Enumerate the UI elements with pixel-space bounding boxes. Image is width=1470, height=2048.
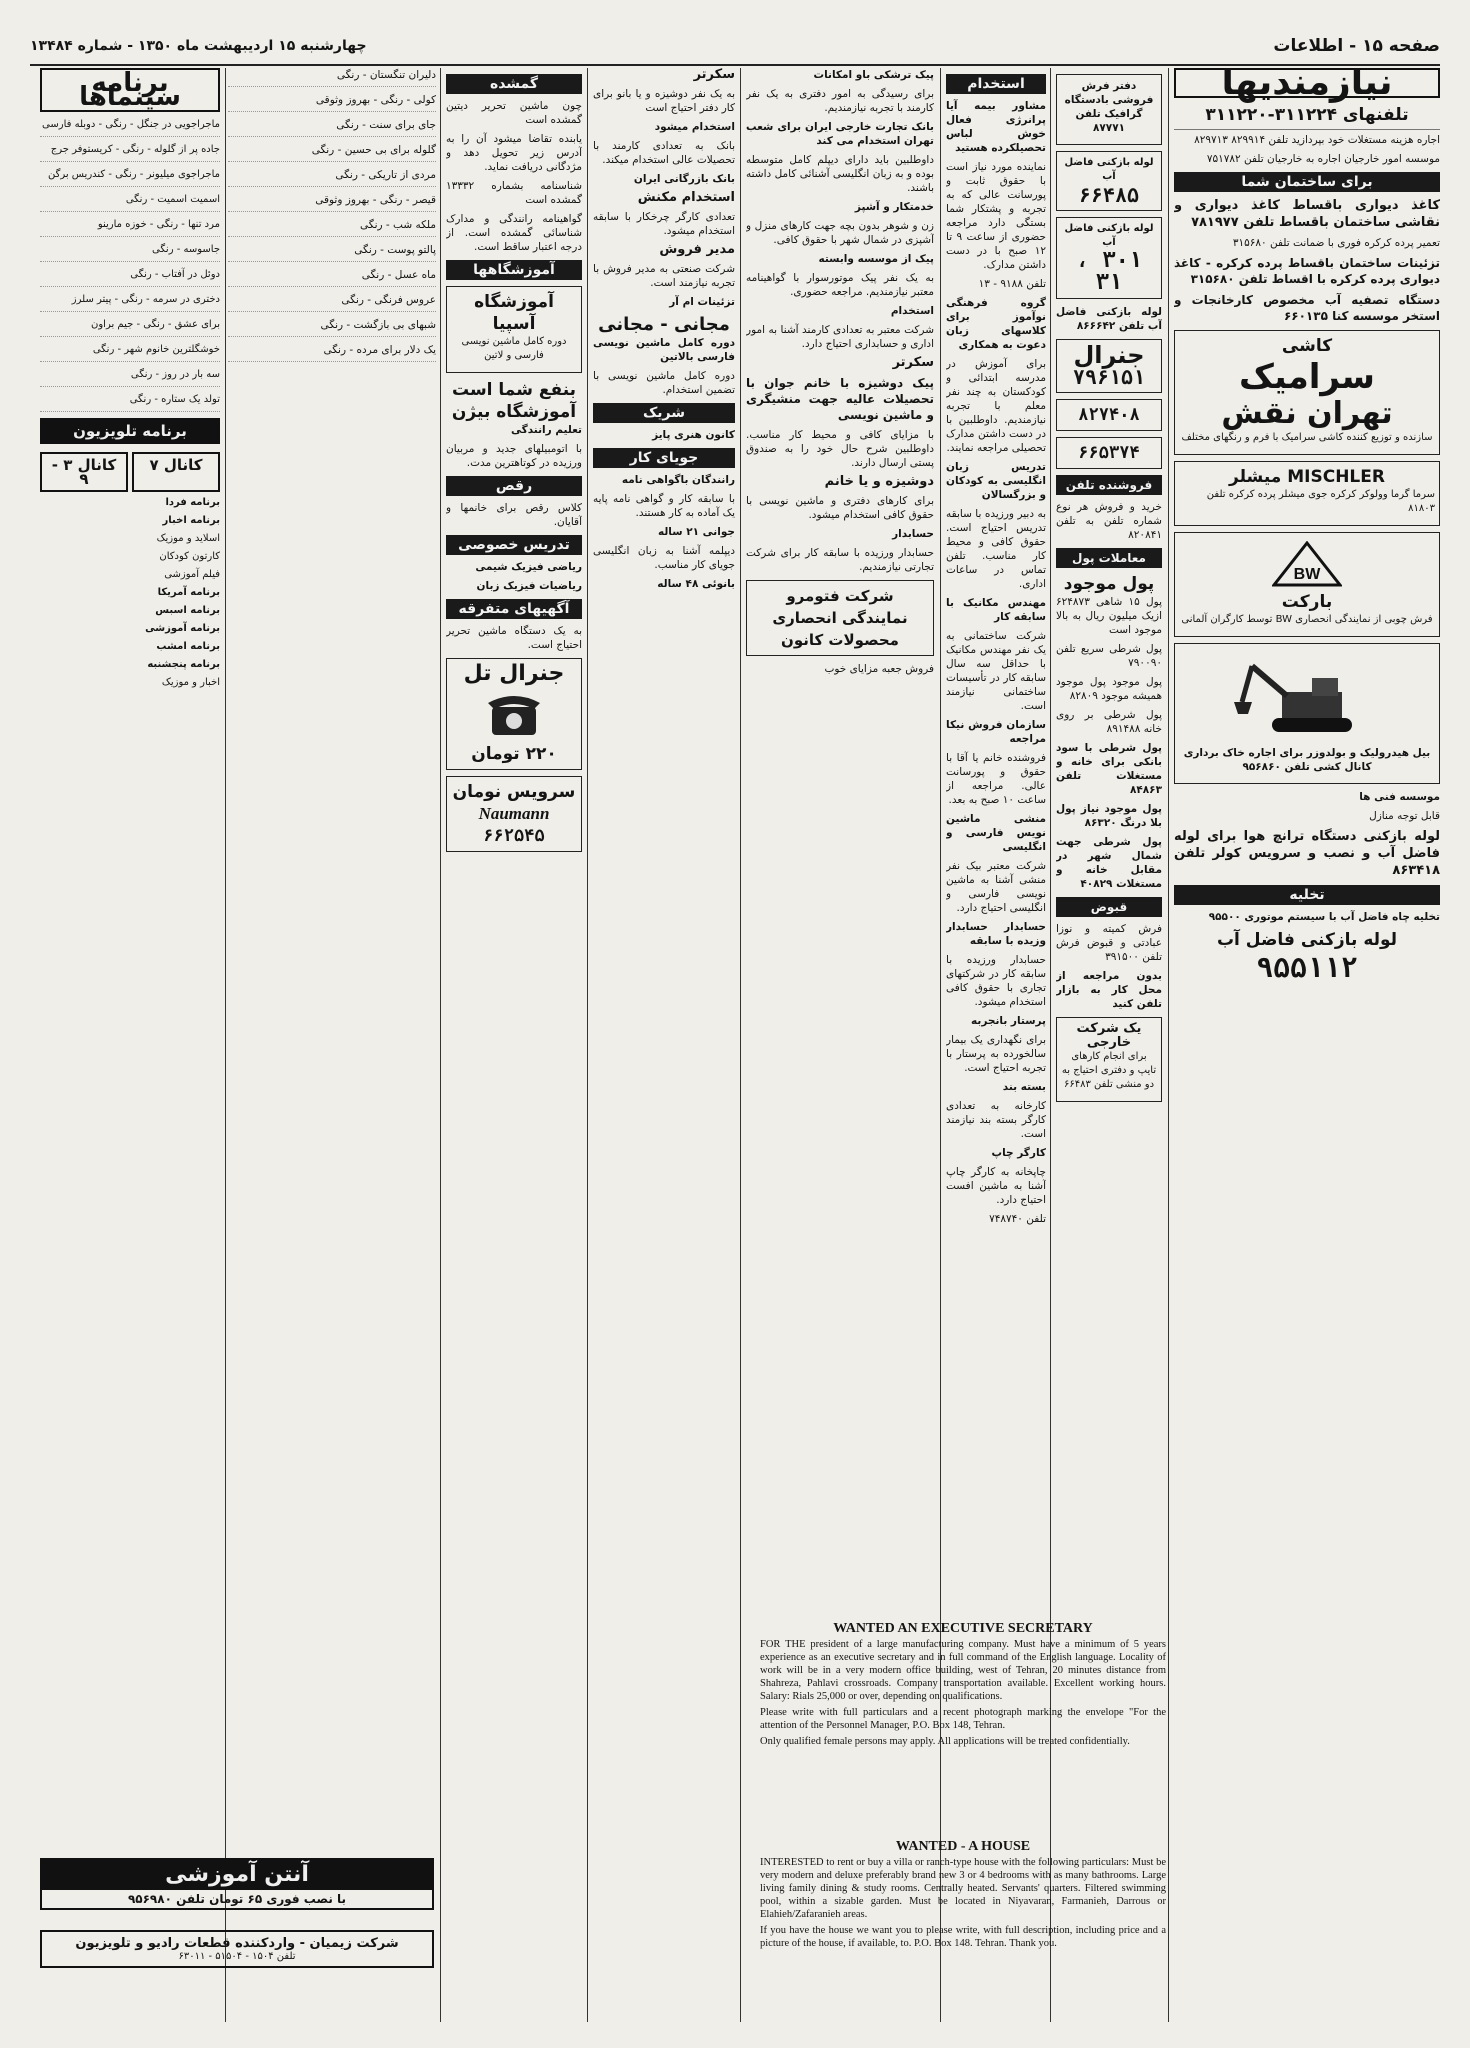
ad-heading: آموزشگاه آسپیا xyxy=(474,292,554,334)
ceramic-ad xyxy=(1174,330,1440,455)
page-number: صفحه ۱۵ - اطلاعات xyxy=(1273,36,1440,56)
column-cinema xyxy=(40,68,220,1848)
ad-heading: شرکت زیمیان - واردکننده قطعات رادیو و تلویزیون xyxy=(75,1936,399,1951)
ad-text: If you have the house we want you to please write, with full description, including price and a picture of the house, if available, to. P.O. Box 148. Tehran. Thank you. xyxy=(760,1925,1166,1949)
general-tel-ad xyxy=(446,658,582,770)
cinema-item: قیصر - رنگی - بهروز وثوقی xyxy=(228,193,436,212)
ad-text: تخلیه چاه فاضل آب با سیستم موتوری ۹۵۵۰۰ xyxy=(1208,911,1440,923)
ad-text: تلفن ۹۱۸۸ - ۱۳ xyxy=(978,278,1046,290)
ad-text: پول ۱۵ شاهی ۶۲۴۸۷۳ ازیک میلیون ریال به بالا موجود است xyxy=(1056,596,1162,636)
column-employment-2: پیک ترشکی باو امکانات برای رسیدگی به امور دفتری به یک نفر کارمند با تجربه نیازمندیم. بانک تجارت خارجی ایران برای شعب تهران استخدام می کند داوطلبین باید دارای دیپلم کامل متوسطه بوده و به زبان انگلیسی آشنائی کامل داشته باشند. خدمتکار و آشپز زن و شوهر بدون بچه جهت کارهای منزل و آشپزی در شمال شهر با حقوق کافی. پیک از موسسه وابسته به یک نفر پیک موتورسوار با گواهینامه معتبر نیازمندیم. مراجعه حضوری. استخدام شرکت معتبر به تعدادی کارمند آشنا به امور اداری و حسابداری احتیاج دارد. سکرتر پیک دوشیزه با خانم جوان با تحصیلات عالیه جهت منشیگری و ماشین نویسی با مزایای کافی و محیط کار مناسب. داوطلبین شرح حال خود را به صندوق پستی ارسال دارند. دوشیزه و یا خانم برای کارهای دفتری و ماشین نویسی با حقوق کافی استخدام میشود. حسابدار حسابدار ورزیده با سابقه کار برای شرکت تجارتی نیازمندیم. شرکت فتومرو نمایندگی انحصاری محصولات کانون فروش جعبه مزایای خوب xyxy=(746,69,934,675)
ad-text: تزئینات ساختمان باقساط پرده کرکره - کاغذ دیواری پرده کرکره با اقساط تلفن ۳۱۵۶۸۰ xyxy=(1174,256,1440,286)
ad-text: ریاضی فیزیک شیمی xyxy=(475,561,582,573)
ad-text: لوله بازکنی فاضل آب تلفن ۸۶۶۶۴۲ xyxy=(1056,306,1162,332)
cinema-list xyxy=(40,118,220,412)
ad-text: دفتر فرش فروشی بادستگاه گرافیک تلفن ۸۷۷۷۱ xyxy=(1064,80,1154,134)
ad-text: پیک دوشیزه با خانم جوان با تحصیلات عالیه جهت منشیگری و ماشین نویسی xyxy=(746,376,934,422)
ad-text: مهندس مکانیک با سابقه کار xyxy=(946,597,1046,623)
ad-phone: ۷۹۶۱۵۱ xyxy=(1072,365,1146,389)
cinema-item: ماجراجوی میلیونر - رنگی - کندریس برگن xyxy=(40,168,220,187)
cinema-item: دلیران تنگستان - رنگی xyxy=(228,68,436,87)
barkat-ad xyxy=(1174,532,1440,637)
tv-channels xyxy=(40,448,220,496)
tv-list xyxy=(40,496,220,690)
tv-program-item: فیلم آموزشی xyxy=(164,569,220,580)
ad-heading: شرکت فتومرو نمایندگی انحصاری محصولات کانون xyxy=(772,587,908,649)
ad-heading: لوله بازکنی فاضل آب xyxy=(1064,223,1154,248)
ad-text: تعمیر پرده کرکره فوری با ضمانت تلفن ۳۱۵۶۸۰ xyxy=(1232,237,1440,249)
ad-heading: WANTED AN EXECUTIVE SECRETARY xyxy=(833,1621,1093,1636)
tv-program-item: برنامه اسبس xyxy=(155,605,220,616)
ad-text: پیک از موسسه وابسته xyxy=(818,253,934,265)
section-band: تخلیه xyxy=(1174,885,1440,905)
ad-heading: جنرال تل xyxy=(463,661,565,686)
ad-text: موسسه امور خارجیان اجاره به خارجیان تلفن ۷۵۱۷۸۲ xyxy=(1206,153,1440,165)
ad-text: به یک نفر دوشیزه و یا بانو برای کار دفتر احتیاج است xyxy=(593,88,735,114)
ad-text: پول شرطی بر روی خانه ۸۹۱۴۸۸ xyxy=(1056,709,1162,735)
section-band: قبوض xyxy=(1056,897,1162,917)
cinema-item: جای برای سنت - رنگی xyxy=(228,118,436,137)
ad-text: سازمان فروش نیکا مراجعه xyxy=(946,719,1046,745)
tv-program-item: برنامه فردا xyxy=(165,497,220,508)
ad-text: سکرتر xyxy=(892,355,934,370)
ad-text: پول شرطی با سود بانکی برای خانه و مستغلات تلفن ۸۴۸۶۳ xyxy=(1056,742,1162,796)
cinema-item: دختری در سرمه - رنگی - پیتر سلرز xyxy=(40,293,220,312)
ad-text: حسابدار حسابدار وزیده با سابقه xyxy=(946,921,1046,947)
ad-text: پیک ترشکی باو امکانات xyxy=(813,69,934,81)
column-employment: استخدام مشاور بیمه آیا پرانرژی فعال خوش لباس تحصیلکرده هستید نماینده مورد نیاز است با حقوق ثابت و پورسانت عالی که به تجربه و پشتکار شما بستگی دارد مراجعه حضوری از ساعت ۹ تا ۱۲ صبح با در دست داشتن مدارک. تلفن ۹۱۸۸ - ۱۳ گروه فرهنگی نوآموز برای کلاسهای زبان دعوت به همکاری برای آموزش در مدرسه ابتدائی و کودکستان به چند نفر معلم با تجربه نیازمندیم. داوطلبین با در دست داشتن مدارک تحصیلی مراجعه نمایند. تدریس زبان انگلیسی به کودکان و بزرگسالان به دبیر ورزیده با سابقه تدریس احتیاج است. حقوق کافی و محیط کار مناسب. تلفن تماس در ساعات اداری. مهندس مکانیک با سابقه کار شرکت ساختمانی به یک نفر مهندس مکانیک با حداقل سه سال سابقه کار در تأسیسات ساختمانی نیازمند است. سازمان فروش نیکا مراجعه فروشنده خانم یا آقا با حقوق و پورسانت عالی. مراجعه از ساعت ۱۰ صبح به بعد. منشی ماشین نویس فارسی و انگلیسی شرکت معتبر بیک نفر منشی آشنا به ماشین نویسی فارسی و انگلیسی احتیاج دارد. حسابدار حسابدار وزیده با سابقه حسابدار ورزیده با سابقه کار در شرکتهای تجاری با حقوق کافی استخدام میشود. پرستار بانجربه برای نگهداری یک بیمار سالخورده به پرستار با تجربه احتیاج است. بسته بند کارخانه به تعدادی کارگر بسته بند نیازمند است. کارگر چاپ چاپخانه به کارگر چاپ آشنا به ماشین افست احتیاج دارد. تلفن ۷۴۸۷۴۰ xyxy=(946,76,1046,1225)
section-band: آگهیهای متفرقه xyxy=(446,599,582,619)
cinema-item: مردی از تاریکی - رنگی xyxy=(228,168,436,187)
cinema-item: گلوله برای بی حسین - رنگی xyxy=(228,143,436,162)
ad-phone: ۳۰۱ ، ۳۱ xyxy=(1075,248,1143,295)
ad-text: رانندگان باگواهی نامه xyxy=(621,474,735,486)
ad-heading: آموزشگاه بیژن xyxy=(451,402,577,422)
classifieds-phones: تلفنهای ۳۱۱۲۲۴-۳۱۱۲۲۰ xyxy=(1205,105,1409,125)
cinema-item: سه بار در روز - رنگی xyxy=(40,368,220,387)
ad-text: دوره کامل ماشین نویسی فارسی بالاتین xyxy=(593,337,735,363)
ad-text: پرستار بانجربه xyxy=(971,1015,1046,1027)
cinema-item: کولی - رنگی - بهروز وثوقی xyxy=(228,93,436,112)
ad-heading: بنفع شما است xyxy=(451,380,577,400)
ad-heading: سرامیک xyxy=(1239,357,1375,397)
classifieds-title: نیازمندیها xyxy=(1174,68,1440,98)
tv-title: برنامه تلویزیون xyxy=(40,418,220,444)
ad-text: حسابدار xyxy=(892,528,934,540)
ad-text: FOR THE president of a large manufacturing company. Must have a minimum of 5 years experience as an executive secretary and in full command of the English language. Locality of work will be in a very modern office building, west of Tehran, 20 minutes distance from Shahreza, Pahlavi crossroads. Company transportation available. Excellent working hours. Salary: Rials 25,000 or over, depending on qualifications. xyxy=(760,1639,1166,1702)
ad-text: بانک تجارت خارجی ایران برای شعب تهران استخدام می کند xyxy=(746,121,934,147)
ad-text: سکرتر xyxy=(693,68,735,82)
ad-heading: کاشی xyxy=(1281,336,1333,356)
ad-text: سرما گرما وولوکر کرکره جوی میشلر پرده کرکره تلفن ۸۱۸۰۳ xyxy=(1206,489,1435,514)
cinema-title: برنامه سینماها xyxy=(40,68,220,112)
ad-text: تزئینات ام آر xyxy=(669,296,735,308)
ad-phone: ۹۵۵۱۱۲ xyxy=(1256,951,1358,984)
ad-text: خدمتکار و آشپز xyxy=(854,201,934,213)
ad-text: پول شرطی جهت شمال شهر در مقابل خانه و مستغلات ۴۰۸۲۹ xyxy=(1056,836,1162,890)
ad-text: کاغذ دیواری باقساط کاغذ دیواری و نقاشی ساختمان باقساط تلفن ۷۸۱۹۷۷ xyxy=(1174,198,1440,230)
antenna-ad xyxy=(40,1858,434,1910)
ad-text: کارگر چاپ xyxy=(991,1147,1046,1159)
ad-text: استخدام مکنش xyxy=(637,190,735,205)
section-band: برای ساختمان شما xyxy=(1174,172,1440,192)
ad-text: فروش جعبه مزایای خوب xyxy=(824,663,934,675)
svg-text:BW: BW xyxy=(1293,566,1321,583)
ad-heading: Naumann xyxy=(478,804,550,823)
ad-text: منشی ماشین نویس فارسی و انگلیسی xyxy=(946,813,1046,853)
ad-text: بدون مراجعه از محل کار به بازار تلفن کنید xyxy=(1056,970,1162,1010)
ad-text: ریاضیات فیزیک زبان xyxy=(476,580,582,592)
ad-text: جوانی ۲۱ ساله xyxy=(657,526,735,538)
ad-heading: بارکت xyxy=(1281,592,1333,612)
ad-phone: ۶۶۵۳۷۴ xyxy=(1078,443,1140,463)
ad-text: برای انجام کارهای تایپ و دفتری احتیاج به دو منشی تلفن ۶۶۴۸۳ xyxy=(1061,1051,1157,1090)
ad-text: پول موجود پول موجود همیشه موجود ۸۲۸۰۹ xyxy=(1056,676,1162,702)
ad-heading: لوله بازکنی فاضل آب xyxy=(1216,930,1398,950)
carpet-ad xyxy=(1056,74,1162,145)
cinema-item: ماجراجویی در جنگل - رنگی - دوبله فارسی xyxy=(40,118,220,137)
cinema-item: برای عشق - رنگی - جیم براون xyxy=(40,318,220,337)
section-band: آموزشگاهها xyxy=(446,260,582,280)
tv-program-item: برنامه اخبار xyxy=(162,515,220,526)
ad-heading: سرویس نومان xyxy=(452,782,576,802)
cinema-item: پالتو پوست - رنگی xyxy=(228,243,436,262)
cinema-item: شبهای بی بازگشت - رنگی xyxy=(228,318,436,337)
issue-date: چهارشنبه ۱۵ اردیبهشت ماه ۱۳۵۰ - شماره ۱۳۴۸۴ xyxy=(30,38,367,54)
page-header xyxy=(30,28,1440,66)
ad-heading: لوله بازکنی فاضل آب xyxy=(1064,157,1154,182)
ad-text: فرش چوبی از نمایندگی انحصاری BW توسط کارگران آلمانی xyxy=(1181,614,1433,625)
aspia-school-ad xyxy=(446,286,582,373)
ad-heading: پول موجود xyxy=(1063,574,1155,594)
ad-text: بانک بازرگانی ایران xyxy=(633,173,735,185)
ad-text: با نصب فوری ۶۵ تومان تلفن ۹۵۶۹۸۰ xyxy=(127,1892,347,1906)
pipe-ad-1 xyxy=(1056,151,1162,211)
ad-text: بسته بند xyxy=(1002,1081,1046,1093)
pipe-ad-5 xyxy=(1056,437,1162,469)
section-band: رقص xyxy=(446,476,582,496)
ad-text: شناسنامه بشماره ۱۳۳۳۲ گمشده است xyxy=(446,180,582,206)
ad-text: Only qualified female persons may apply. All applications will be treated confidentially. xyxy=(760,1736,1130,1747)
ad-text: دوشیزه و یا خانم xyxy=(824,474,934,489)
photomro-ad xyxy=(746,580,934,656)
tv-program-item: کارتون کودکان xyxy=(159,551,220,562)
cinema-item: دوئل در آفتاب - رنگی xyxy=(40,268,220,287)
ad-text: پول شرطی سریع تلفن ۷۹۰۰۹۰ xyxy=(1056,643,1162,669)
ad-text: موسسه فنی ها xyxy=(1359,791,1440,803)
cinema-list-2 xyxy=(228,68,436,362)
ad-text: تدریس زبان انگلیسی به کودکان و بزرگسالان xyxy=(946,461,1046,501)
ad-text: Please write with full particulars and a recent photograph marking the envelope "For the attention of the Personnel Manager, P.O. Box 148, Tehran. xyxy=(760,1707,1166,1731)
ad-heading: تهران نقش xyxy=(1221,396,1393,431)
ad-wanted-house xyxy=(760,1840,1166,1950)
bw-logo-icon xyxy=(1272,541,1342,587)
cinema-item: ملکه شب - رنگی xyxy=(228,218,436,237)
ad-text: دوره کامل ماشین نویسی فارسی و لاتین xyxy=(461,336,567,361)
ad-heading: مجانی - مجانی xyxy=(598,314,730,335)
section-band: جویای کار xyxy=(593,448,735,468)
column-cinema-2 xyxy=(228,68,436,1848)
ad-text: استخدام میشود xyxy=(654,121,735,133)
ad-text: لوله بازکنی دستگاه ترانچ هوا برای لوله فاضل آب و نصب و سرویس کولر تلفن ۸۶۳۴۱۸ xyxy=(1174,829,1440,878)
ad-text: دستگاه تصفیه آب مخصوص کارخانجات و استخر موسسه کنا ۶۶۰۱۳۵ xyxy=(1174,293,1440,323)
excavator-icon xyxy=(1232,652,1382,742)
section-band: گمشده xyxy=(446,74,582,94)
cinema-item: مرد تنها - رنگی - خوزه مارینو xyxy=(40,218,220,237)
section-band: شریک xyxy=(593,403,735,423)
ad-text: تلفن ۱۵۰۴ - ۵۱۵۰۴ - ۶۳۰۱۱ xyxy=(178,1951,296,1962)
section-band: استخدام xyxy=(946,74,1046,94)
ad-text: پول موجود نیاز پول بلا درنگ ۸۶۳۲۰ xyxy=(1056,803,1162,829)
ad-text: فرش کمیته و نوزا عبادتی و قبوض فرش تلفن ۳۹۱۵۰۰ xyxy=(1056,923,1162,963)
ad-heading: MISCHLER میشلر xyxy=(1229,467,1385,487)
section-band: فروشنده تلفن xyxy=(1056,475,1162,495)
ad-executive-secretary xyxy=(760,1622,1166,1748)
ad-price: ۲۲۰ تومان xyxy=(471,744,557,764)
tv-program-item: برنامه امشب xyxy=(156,641,220,652)
cinema-item: ماه عسل - رنگی xyxy=(228,268,436,287)
section-band: تدریس خصوصی xyxy=(446,535,582,555)
excavator-ad xyxy=(1174,643,1440,784)
ad-text: استخدام xyxy=(890,305,934,317)
general-pipe-ad xyxy=(1056,339,1162,393)
tv-program-item: اخبار و موزیک xyxy=(161,677,220,688)
ad-text: چون ماشین تحریر دیتین گمشده است xyxy=(446,100,582,126)
ad-text: بانوئی ۴۸ ساله xyxy=(657,578,735,590)
mischler-ad xyxy=(1174,461,1440,526)
cinema-item: یک دلار برای مرده - رنگی xyxy=(228,343,436,362)
column-employment-3: سکرتر به یک نفر دوشیزه و یا بانو برای کار دفتر احتیاج است استخدام میشود بانک به تعدادی کارمند با تحصیلات عالی استخدام میکند. بانک بازرگانی ایران استخدام مکنش تعدادی کارگر چرخکار با سابقه استخدام میشود. مدیر فروش شرکت صنعتی به مدیر فروش با تجربه نیازمند است. تزئینات ام آر مجانی - مجانی دوره کامل ماشین نویسی فارسی بالاتین دوره کامل ماشین نویسی با تضمین استخدام. شریک کانون هنری پایز جویای کار رانندگان باگواهی نامه با سابقه کار و گواهی نامه پایه یک آماده به کار هستند. جوانی ۲۱ ساله دیپلمه آشنا به زبان انگلیسی جویای کار مناسب. بانوئی ۴۸ ساله xyxy=(593,68,735,590)
ad-text: مدیر فروش xyxy=(659,242,735,257)
ad-heading: جنرال xyxy=(1073,341,1145,369)
tv-channel: کانال ۳ - ۹ xyxy=(40,452,128,492)
tv-program-item: برنامه آموزشی xyxy=(145,623,220,634)
ad-phone: ۶۶۴۸۵ xyxy=(1078,183,1140,207)
tv-program-item: برنامه پنجشنبه xyxy=(147,659,220,670)
cinema-item: خوشگلترین خانوم شهر - رنگی xyxy=(40,343,220,362)
section-band: معاملات پول xyxy=(1056,548,1162,568)
foreign-company-ad xyxy=(1056,1017,1162,1102)
cinema-item: جاسوسه - رنگی xyxy=(40,243,220,262)
ad-text: کانون هنری پایز xyxy=(652,429,735,441)
ad-text: قابل توجه منازل xyxy=(1369,810,1440,822)
tv-channel: کانال ۷ xyxy=(132,452,220,492)
ad-text: تعلیم رانندگی xyxy=(511,424,582,436)
ad-heading: آنتن آموزشی xyxy=(42,1860,432,1890)
naumann-ad xyxy=(446,776,582,852)
ad-text: INTERESTED to rent or buy a villa or ranch-type house with the following particulars: Must be very modern and deluxe preferably brand new 3 or 4 bedrooms with as many bathrooms. Large living family dining & study rooms. Centrally heated. Servants' quarters. Filtered swimming pool, within a sizable garden. Must be located in Niyavaran, Farmanieh, Darrous or Elahieh/Zafaranieh areas. xyxy=(760,1857,1166,1920)
ad-text: مشاور بیمه آیا پرانرژی فعال خوش لباس تحصیلکرده هستید xyxy=(946,100,1046,154)
telephone-icon xyxy=(484,689,544,739)
ad-phone: ۶۶۲۵۴۵ xyxy=(483,826,545,846)
cinema-item: جاده پر از گلوله - رنگی - کریستوفر جرج xyxy=(40,143,220,162)
column-misc: گمشده چون ماشین تحریر دیتین گمشده است یابنده تقاضا میشود آن را به آدرس زیر تحویل دهد و مژدگانی دریافت نماید. شناسنامه بشماره ۱۳۳۳۲ گمشده است گواهینامه رانندگی و مدارک شناسائی گمشده است. از درجه اعتبار ساقط است. آموزشگاهها آموزشگاه آسپیا دوره کامل ماشین نویسی فارسی و لاتین بنفع شما است آموزشگاه بیژن تعلیم رانندگی با اتومبیلهای جدید و مربیان ورزیده در کوتاهترین مدت. رقص کلاس رقص برای خانمها و آقایان. تدریس خصوصی ریاضی فیزیک شیمی ریاضیات فیزیک زبان آگهیهای متفرقه به یک دستگاه ماشین تحریر احتیاج است. جنرال تل ۲۲۰ تومان سرویس نومان Naumann ۶۶۲۵۴۵ xyxy=(446,68,582,2022)
cinema-item: تولد یک ستاره - رنگی xyxy=(40,393,220,412)
ad-text: گروه فرهنگی نوآموز برای کلاسهای زبان دعوت به همکاری xyxy=(946,297,1046,351)
ad-text: خرید و فروش هر نوع شماره تلفن به تلفن ۸۲۰۸۴۱ xyxy=(1056,501,1162,541)
cinema-item: اسمیت اسمیت - رنگی xyxy=(40,193,220,212)
zimian-ad xyxy=(40,1930,434,1968)
tv-program-item: اسلاید و موزیک xyxy=(156,533,220,544)
tv-program-item: برنامه آمریکا xyxy=(157,587,220,598)
ad-phone: ۸۲۷۴۰۸ xyxy=(1078,405,1140,425)
column-classifieds-1 xyxy=(1174,68,1440,2022)
pipe-ad-4 xyxy=(1056,399,1162,431)
ad-heading: یک شرکت خارجی xyxy=(1076,1021,1142,1050)
ad-text: اجاره هزینه مستغلات خود بپردازید تلفن ۸۲۹۹۱۴ ۸۲۹۷۱۳ xyxy=(1194,134,1440,146)
cinema-item: عروس فرنگی - رنگی xyxy=(228,293,436,312)
ad-text: بیل هیدرولیک و بولدوزر برای اجاره خاک برداری کانال کشی تلفن ۹۵۶۸۶۰ xyxy=(1183,747,1431,773)
ad-text: سازنده و توزیع کننده کاشی سرامیک با فرم و رنگهای مختلف xyxy=(1181,432,1433,443)
pipe-ad-2 xyxy=(1056,217,1162,299)
ad-heading: WANTED - A HOUSE xyxy=(895,1839,1031,1854)
ad-text: تلفن ۷۴۸۷۴۰ xyxy=(989,1213,1046,1225)
